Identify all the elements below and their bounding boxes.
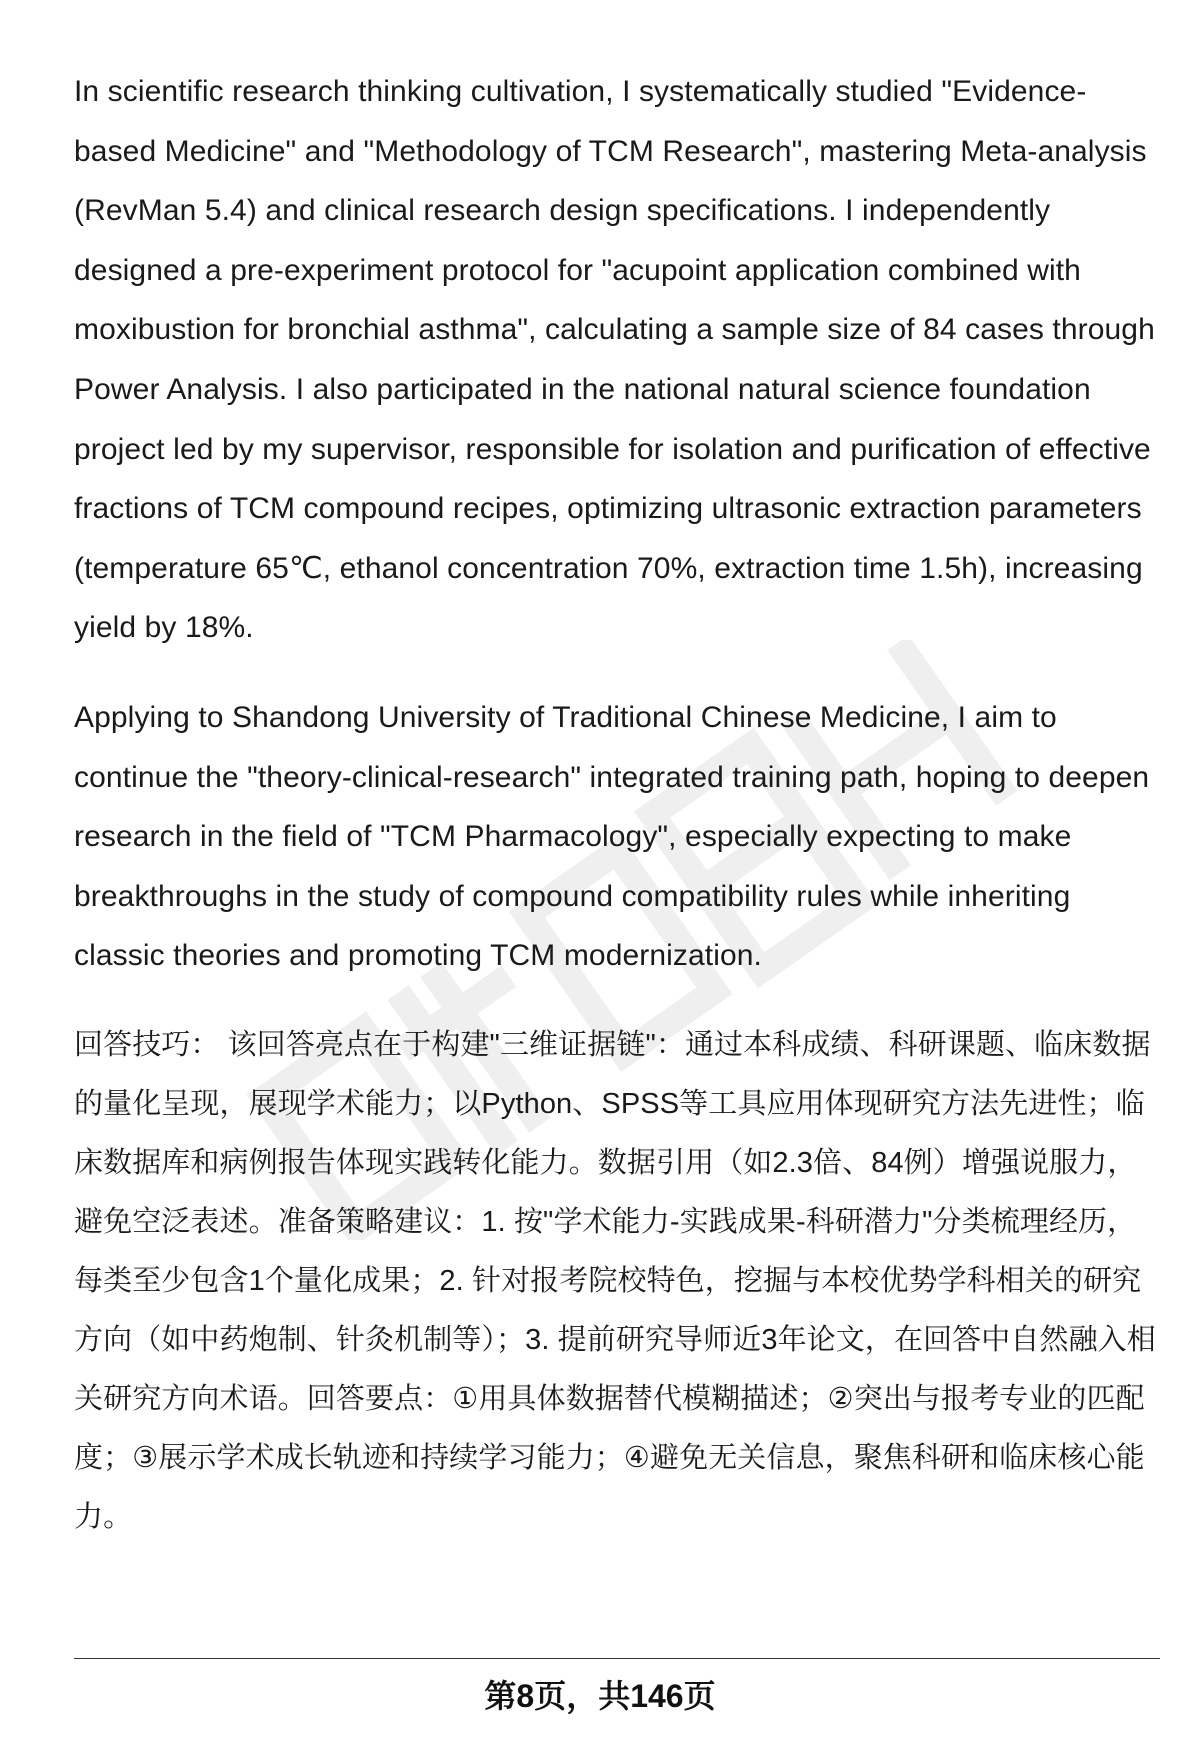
answer-tips-paragraph: 回答技巧： 该回答亮点在于构建"三维证据链"：通过本科成绩、科研课题、临床数据的量化呈现，展现学术能力；以Python、SPSS等工具应用体现研究方法先进性；临床数据库和病例报告体现实践转化能力。数据引用（如2.3倍、84例）增强说服力，避免空泛表述。准备策略建议：1. 按"学术能力-实践成果-科研潜力"分类梳理经历，每类至少包含1个量化成果；2. 针对报考院校特色，挖掘与本校优势学科相关的研究方向（如中药炮制、针灸机制等）；3. 提前研究导师近3年论文，在回答中自然融入相关研究方向术语。回答要点：①用具体数据替代模糊描述；②突出与报考专业的匹配度；③展示学术成长轨迹和持续学习能力；④避免无关信息，聚焦科研和临床核心能力。 [74,1028,1156,1533]
paragraph-research-thinking: In scientific research thinking cultivation, I systematically studied "Evidence-based Medicine" and "Methodology of TCM Research", mastering Meta-analysis (RevMan 5.4) and clinical research design specifications. I independently designed a pre-experiment protocol for "acupoint application combined with moxibustion for bronchial asthma", calculating a sample size of 84 cases through Power Analysis. I also participated in the national natural science foundation project led by my supervisor, responsible for isolation and purification of effective fractions of TCM compound recipes, optimizing ultrasonic extraction parameters (temperature 65℃, ethanol concentration 70%, extraction time 1.5h), increasing yield by 18%. [74,75,1155,645]
main-content [74,62,1160,1577]
page-number: 第8页，共146页 [484,1678,716,1714]
footer-divider [74,1658,1160,1659]
paragraph-application-goal: Applying to Shandong University of Traditional Chinese Medicine, I aim to continue the "theory-clinical-research" integrated training path, hoping to deepen research in the field of "TCM Pharmacology", especially expecting to make breakthroughs in the study of compound compatibility rules while inheriting classic theories and promoting TCM modernization. [74,700,1150,973]
